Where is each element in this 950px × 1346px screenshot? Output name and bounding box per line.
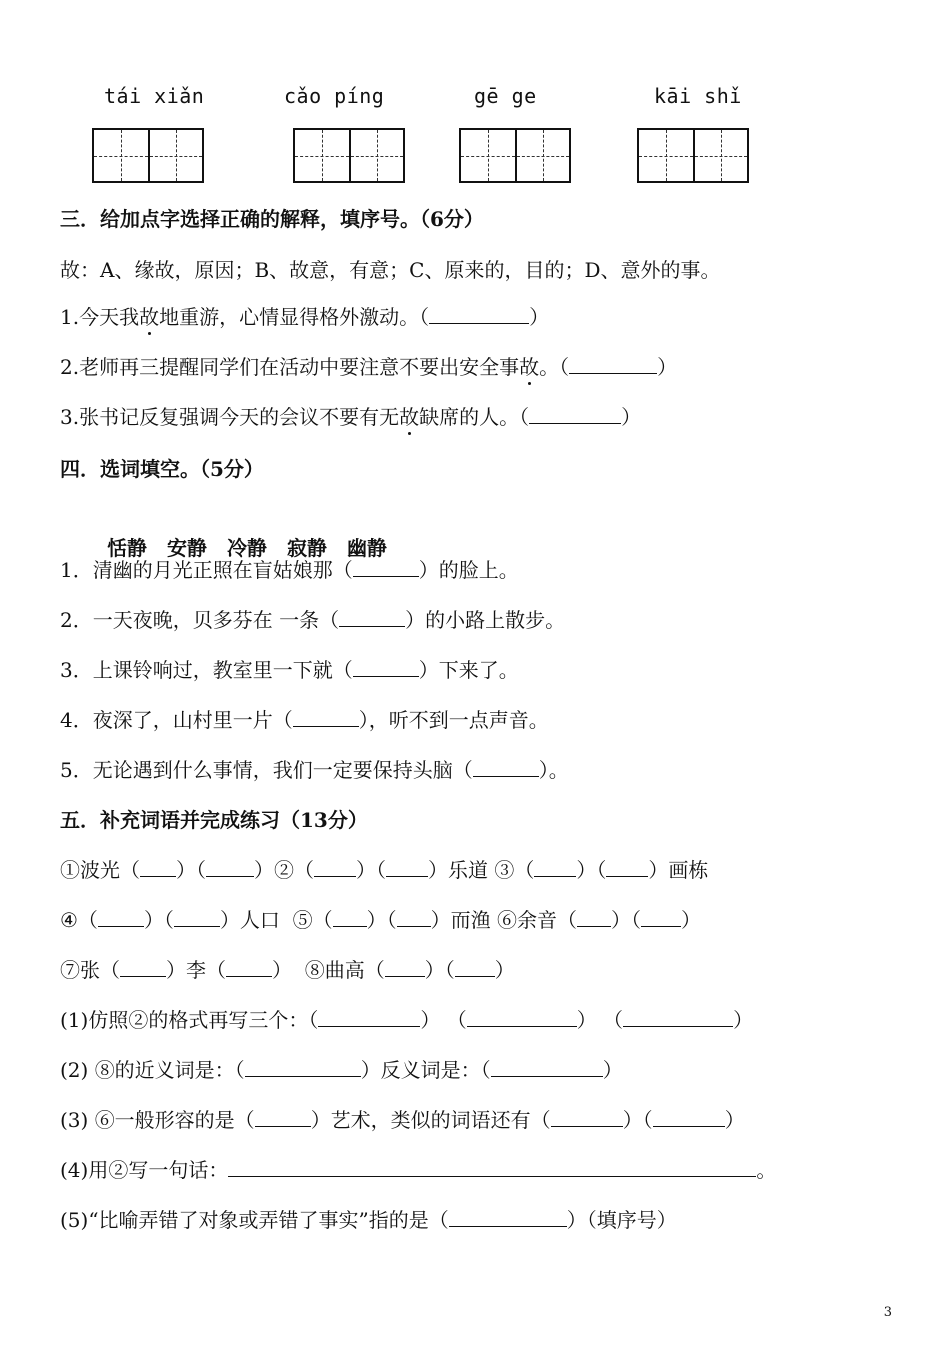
answer-blank[interactable] <box>293 708 359 727</box>
answer-blank[interactable] <box>534 858 576 877</box>
answer-blank[interactable] <box>339 608 405 627</box>
section4-item-3: 3．上课铃响过，教室里一下就（ ）下来了。 <box>60 658 519 682</box>
answer-blank[interactable] <box>577 908 611 927</box>
answer-blank[interactable] <box>623 1008 733 1027</box>
answer-blank[interactable] <box>569 355 657 374</box>
section5-question-5: (5)“比喻弄错了对象或弄错了事实”指的是（ ）（填序号） <box>60 1208 677 1232</box>
pinyin-group-2: cǎo píng <box>284 84 385 108</box>
answer-blank[interactable] <box>318 1008 420 1027</box>
pinyin-group-3: gē ge <box>474 84 537 108</box>
answer-blank[interactable] <box>385 958 425 977</box>
section4-item-4: 4．夜深了，山村里一片（ ），听不到一点声音。 <box>60 708 549 732</box>
answer-blank[interactable] <box>467 1008 577 1027</box>
writing-grid-2[interactable] <box>293 128 405 183</box>
page-number: 3 <box>883 1305 892 1320</box>
answer-blank[interactable] <box>386 858 428 877</box>
section3-definitions: 故：A、缘故，原因；B、故意，有意；C、原来的，目的；D、意外的事。 <box>60 258 721 282</box>
answer-blank[interactable] <box>606 858 648 877</box>
answer-blank[interactable] <box>120 958 166 977</box>
answer-blank[interactable] <box>491 1058 603 1077</box>
answer-blank[interactable] <box>333 908 367 927</box>
section5-row-2: ④（ ）（ ）人口 ⑤（ ）（ ）而渔 ⑥余音（ ）（ ） <box>60 908 702 932</box>
answer-blank[interactable] <box>353 558 419 577</box>
pinyin-group-1: tái xiǎn <box>104 84 205 108</box>
answer-blank[interactable] <box>455 958 495 977</box>
answer-blank[interactable] <box>653 1108 725 1127</box>
section5-question-1: (1)仿照②的格式再写三个：（ ） （ ） （ ） <box>60 1008 754 1032</box>
section5-question-3: (3) ⑥一般形容的是（ ）艺术，类似的词语还有（ ）（ ） <box>60 1108 745 1132</box>
pinyin-group-4: kāi shǐ <box>654 84 742 108</box>
answer-blank[interactable] <box>245 1058 361 1077</box>
section5-row-1: ①波光（ ）（ ）②（ ）（ ）乐道 ③（ ）（ ）画栋 <box>60 858 709 882</box>
answer-blank[interactable] <box>226 958 272 977</box>
answer-blank[interactable] <box>353 658 419 677</box>
section4-item-2: 2．一天夜晚，贝多芬在 一条（ ）的小路上散步。 <box>60 608 566 632</box>
answer-blank[interactable] <box>397 908 431 927</box>
writing-grid-1[interactable] <box>92 128 204 183</box>
section4-item-5: 5．无论遇到什么事情，我们一定要保持头脑（ ）。 <box>60 758 569 782</box>
section3-item-1: 1.今天我故地重游，心情显得格外激动。（ ） <box>60 305 550 329</box>
section4-heading: 四．选词填空。（5分） <box>60 457 264 481</box>
answer-blank[interactable] <box>551 1108 623 1127</box>
answer-blank[interactable] <box>255 1108 311 1127</box>
answer-blank[interactable] <box>641 908 681 927</box>
section4-item-1: 1．清幽的月光正照在盲姑娘那（ ）的脸上。 <box>60 558 519 582</box>
section5-question-2: (2) ⑧的近义词是：（ ）反义词是：（ ） <box>60 1058 623 1082</box>
section5-heading: 五．补充词语并完成练习（13分） <box>60 808 368 832</box>
writing-grid-3[interactable] <box>459 128 571 183</box>
section3-heading: 三．给加点字选择正确的解释，填序号。（6分） <box>60 207 484 231</box>
answer-blank[interactable] <box>529 405 621 424</box>
answer-blank[interactable] <box>206 858 254 877</box>
answer-blank[interactable] <box>473 758 539 777</box>
writing-grid-4[interactable] <box>637 128 749 183</box>
section4-word-bank: 恬静 安静 冷静 寂静 幽静 <box>106 536 387 560</box>
section5-row-3: ⑦张（ ）李（ ） ⑧曲高（ ）（ ） <box>60 958 515 982</box>
section3-item-2: 2.老师再三提醒同学们在活动中要注意不要出安全事故。（ ） <box>60 355 678 379</box>
answer-blank[interactable] <box>429 305 529 324</box>
answer-blank[interactable] <box>174 908 220 927</box>
answer-blank[interactable] <box>314 858 356 877</box>
answer-blank[interactable] <box>98 908 144 927</box>
answer-blank[interactable] <box>140 858 176 877</box>
section3-item-3: 3.张书记反复强调今天的会议不要有无故缺席的人。（ ） <box>60 405 642 429</box>
answer-blank[interactable] <box>449 1208 567 1227</box>
section5-question-4: (4)用②写一句话： 。 <box>60 1158 777 1182</box>
sentence-blank[interactable] <box>228 1158 756 1177</box>
